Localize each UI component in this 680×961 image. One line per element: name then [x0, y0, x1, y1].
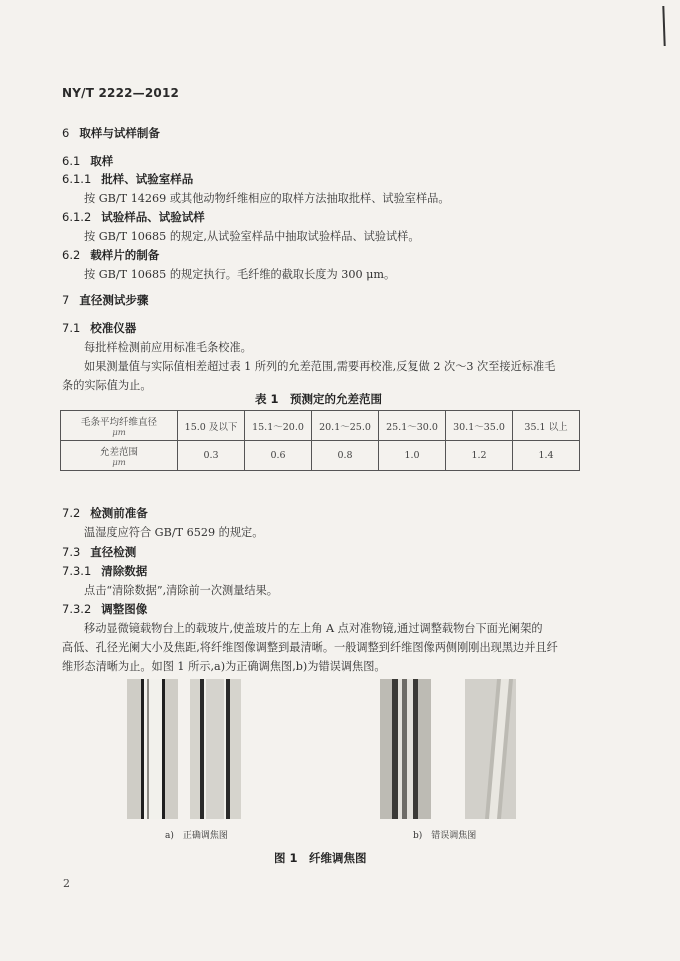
figure-caption-b: b) 错误调焦图: [413, 831, 477, 841]
section-6-1-heading: 6.1 取样: [62, 154, 114, 168]
section-7-2-heading: 7.2 检测前准备: [62, 506, 148, 520]
table-cell: 0.3: [178, 441, 245, 471]
section-7-3-heading: 7.3 直径检测: [62, 545, 137, 559]
section-7-1-text-3: 条的实际值为止。: [62, 379, 152, 392]
section-7-3-2-text-2: 高低、孔径光阑大小及焦距,将纤维图像调整到最清晰。一般调整到纤维图像两侧刚刚出现黑边并且纤: [62, 641, 558, 654]
section-7-3-1-text: 点击“清除数据”,清除前一次测量结果。: [84, 584, 278, 597]
section-6-1-2-text: 按 GB/T 10685 的规定,从试验室样品中抽取试验样品、试验试样。: [84, 230, 420, 243]
table-cell: 0.8: [312, 441, 379, 471]
section-6-1-2-heading: 6.1.2 试验样品、试验试样: [62, 210, 205, 224]
table-cell: 1.2: [446, 441, 513, 471]
blurred-fiber-image: [465, 679, 516, 819]
table-header-cell: 允差范围 μm: [61, 441, 178, 471]
section-6-heading: 6 取样与试样制备: [62, 126, 160, 140]
figure-1-title: 图 1 纤维调焦图: [274, 851, 367, 865]
section-7-heading: 7 直径测试步骤: [62, 293, 149, 307]
defocused-fiber-image: [380, 679, 431, 819]
table-cell: 35.1 以上: [513, 411, 580, 441]
table-cell: 25.1～30.0: [379, 411, 446, 441]
standard-number-header: NY/T 2222—2012: [62, 86, 180, 100]
section-7-3-2-text-3: 维形态清晰为止。如图 1 所示,a)为正确调焦图,b)为错误调焦图。: [62, 660, 386, 673]
table-cell: 30.1～35.0: [446, 411, 513, 441]
scan-artifact-line: [662, 6, 665, 46]
section-7-1-text-2: 如果测量值与实际值相差超过表 1 所列的允差范围,需要再校准,反复做 2 次～3 次至接近标准毛: [84, 360, 556, 373]
table-cell: 1.4: [513, 441, 580, 471]
page-number: 2: [63, 877, 70, 890]
table-row-diameter: [61, 411, 580, 441]
section-7-3-2-text-1: 移动显微镜载物台上的载玻片,使盖玻片的左上角 A 点对准物镜,通过调整载物台下面光阑架的: [84, 622, 543, 635]
section-7-3-1-heading: 7.3.1 清除数据: [62, 564, 148, 578]
micrograph-a1: [127, 679, 178, 819]
table-cell: 0.6: [245, 441, 312, 471]
figure-caption-a: a) 正确调焦图: [165, 831, 228, 841]
table-1-caption: 表 1 预测定的允差范围: [255, 392, 383, 406]
table-cell: 1.0: [379, 441, 446, 471]
tolerance-table: [60, 410, 580, 471]
table-cell: 15.0 及以下: [178, 411, 245, 441]
section-6-1-1-text: 按 GB/T 14269 或其他动物纤维相应的取样方法抽取批样、试验室样品。: [84, 192, 450, 205]
section-6-2-heading: 6.2 载样片的制备: [62, 248, 160, 262]
micrograph-b1: [380, 679, 431, 819]
focused-fiber-image: [190, 679, 241, 819]
micrograph-b2: [465, 679, 516, 819]
table-header-cell: 毛条平均纤维直径 μm: [61, 411, 178, 441]
section-7-1-text-1: 每批样检测前应用标准毛条校准。: [84, 341, 252, 354]
table-cell: 15.1～20.0: [245, 411, 312, 441]
section-7-3-2-heading: 7.3.2 调整图像: [62, 602, 148, 616]
micrograph-a2: [190, 679, 241, 819]
section-6-1-1-heading: 6.1.1 批样、试验室样品: [62, 172, 194, 186]
section-7-1-heading: 7.1 校准仪器: [62, 321, 137, 335]
table-row-tolerance: [61, 441, 580, 471]
section-7-2-text: 温湿度应符合 GB/T 6529 的规定。: [84, 526, 264, 539]
section-6-2-text: 按 GB/T 10685 的规定执行。毛纤维的截取长度为 300 μm。: [84, 268, 396, 281]
focused-fiber-image: [127, 679, 178, 819]
table-cell: 20.1～25.0: [312, 411, 379, 441]
